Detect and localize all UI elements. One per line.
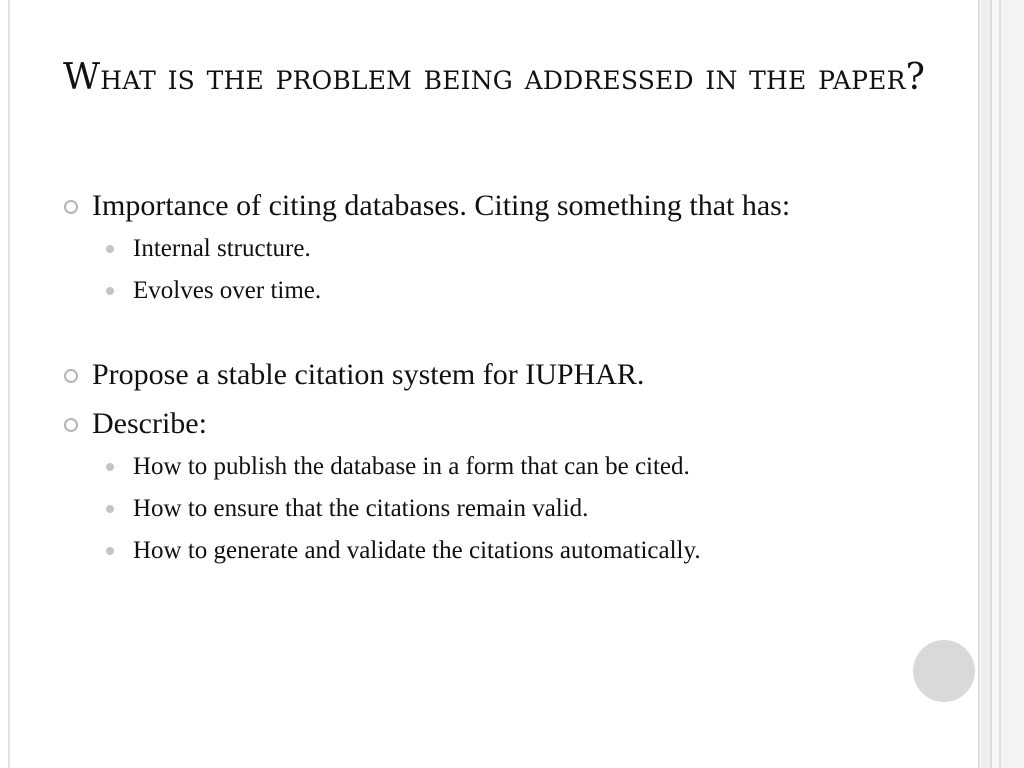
bullet-text: Propose a stable citation system for IUPHAR. <box>92 358 645 391</box>
bullet-list <box>62 186 892 579</box>
bullet-text: Describe: <box>92 407 207 440</box>
sub-bullet-list <box>92 231 892 309</box>
bullet-item <box>62 404 892 569</box>
right-stripe <box>1001 0 1024 768</box>
right-stripe <box>978 0 980 768</box>
ring-bullet-icon <box>64 200 78 214</box>
sub-bullet-list <box>92 449 892 569</box>
dot-bullet-icon <box>106 245 114 253</box>
dot-bullet-icon <box>106 547 114 555</box>
sub-bullet-text: How to publish the database in a form that can be cited. <box>133 453 690 480</box>
right-stripe <box>992 0 999 768</box>
decorative-circle <box>913 640 975 702</box>
sub-bullet-item <box>92 491 892 527</box>
ring-bullet-icon <box>64 369 78 383</box>
sub-bullet-item <box>92 231 892 267</box>
sub-bullet-text: Internal structure. <box>133 235 311 262</box>
dot-bullet-icon <box>106 287 114 295</box>
right-stripe <box>981 0 990 768</box>
ring-bullet-icon <box>64 418 78 432</box>
left-border <box>0 0 10 768</box>
slide-title: What is the problem being addressed in the paper? <box>63 57 926 98</box>
spacer <box>62 319 892 355</box>
bullet-item <box>62 355 892 394</box>
bullet-text: Importance of citing databases. Citing something that has: <box>92 189 791 222</box>
dot-bullet-icon <box>106 463 114 471</box>
sub-bullet-item <box>92 449 892 485</box>
sub-bullet-text: How to generate and validate the citations automatically. <box>133 537 701 564</box>
dot-bullet-icon <box>106 505 114 513</box>
sub-bullet-item <box>92 533 892 569</box>
bullet-item <box>62 186 892 309</box>
sub-bullet-text: How to ensure that the citations remain valid. <box>133 495 589 522</box>
sub-bullet-item <box>92 273 892 309</box>
sub-bullet-text: Evolves over time. <box>133 277 322 304</box>
